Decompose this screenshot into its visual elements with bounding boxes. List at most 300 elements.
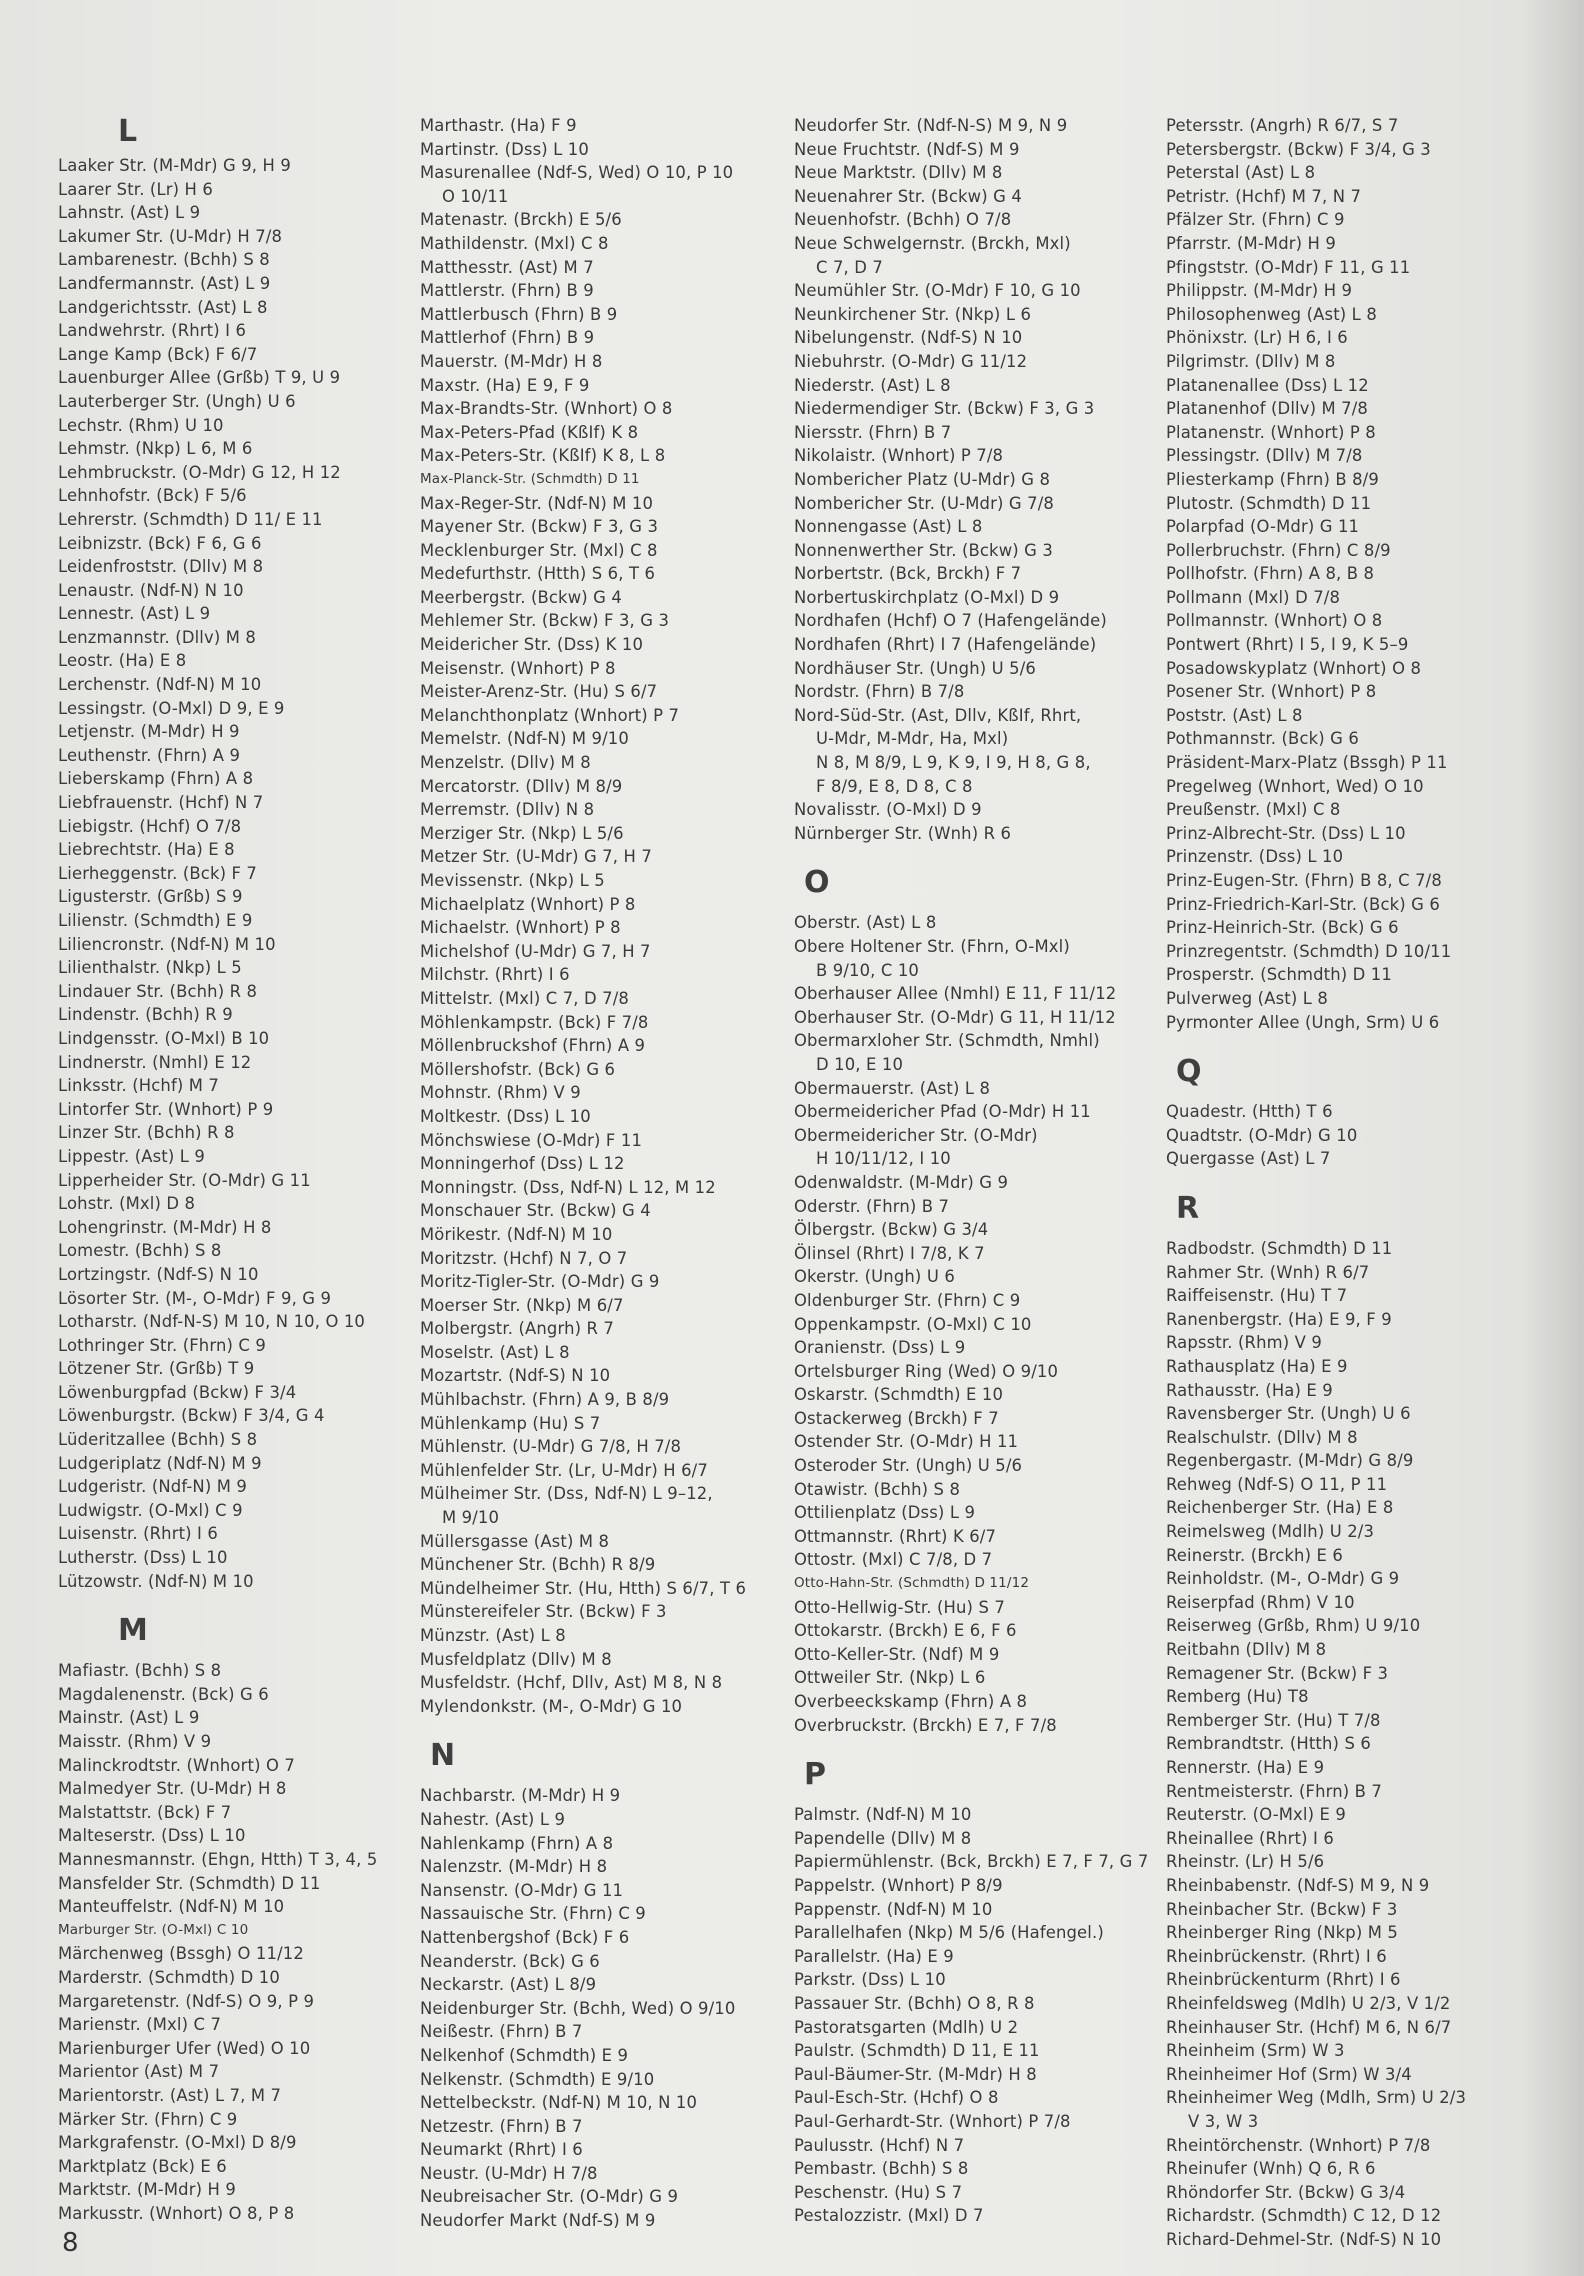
street-entry: Ludwigstr. (O-Mxl) C 9 xyxy=(58,1500,243,1520)
street-entry: Neuenahrer Str. (Bckw) G 4 xyxy=(794,186,1022,206)
street-entry: Ludgeriplatz (Ndf-N) M 9 xyxy=(58,1453,262,1473)
street-entry: Lahnstr. (Ast) L 9 xyxy=(58,203,201,223)
street-entry: Moltkestr. (Dss) L 10 xyxy=(420,1106,591,1126)
street-entry: Liebfrauenstr. (Hchf) N 7 xyxy=(58,793,264,813)
street-entry: Obermeidericher Pfad (O-Mdr) H 11 xyxy=(794,1102,1091,1122)
street-entry: Pliesterkamp (Fhrn) B 8/9 xyxy=(1166,469,1379,489)
street-entry: Lohstr. (Mxl) D 8 xyxy=(58,1194,196,1214)
street-entry: Mayener Str. (Bckw) F 3, G 3 xyxy=(420,517,659,537)
street-entry: Pollerbruchstr. (Fhrn) C 8/9 xyxy=(1166,540,1391,560)
street-entry: Landfermannstr. (Ast) L 9 xyxy=(58,273,271,293)
street-entry: Oberstr. (Ast) L 8 xyxy=(794,913,937,933)
street-entry-continuation: O 10/11 xyxy=(442,186,509,206)
street-entry: Münstereifeler Str. (Bckw) F 3 xyxy=(420,1602,667,1622)
street-entry: Pestalozzistr. (Mxl) D 7 xyxy=(794,2206,984,2226)
street-entry: Remberger Str. (Hu) T 7/8 xyxy=(1166,1710,1381,1730)
street-entry: Philosophenweg (Ast) L 8 xyxy=(1166,304,1377,324)
street-entry: Marienstr. (Mxl) C 7 xyxy=(58,2015,222,2035)
street-entry: Paul-Gerhardt-Str. (Wnhort) P 7/8 xyxy=(794,2111,1071,2131)
street-entry: Ölbergstr. (Bckw) G 3/4 xyxy=(794,1220,989,1240)
street-entry: Mehlemer Str. (Bckw) F 3, G 3 xyxy=(420,611,670,631)
street-entry: Neue Schwelgernstr. (Brckh, Mxl) xyxy=(794,233,1071,253)
street-entry: Reiserpfad (Rhm) V 10 xyxy=(1166,1592,1355,1612)
street-entry: Rheinhauser Str. (Hchf) M 6, N 6/7 xyxy=(1166,2017,1452,2037)
street-entry: Mühlbachstr. (Fhrn) A 9, B 8/9 xyxy=(420,1390,670,1410)
street-entry: Quadtstr. (O-Mdr) G 10 xyxy=(1166,1125,1358,1145)
street-entry: Marktstr. (M-Mdr) H 9 xyxy=(58,2180,236,2200)
street-entry: Münchener Str. (Bchh) R 8/9 xyxy=(420,1555,656,1575)
street-entry: Osteroder Str. (Ungh) U 5/6 xyxy=(794,1456,1023,1476)
street-entry: Max-Peters-Pfad (KßIf) K 8 xyxy=(420,422,639,442)
street-entry: Leuthenstr. (Fhrn) A 9 xyxy=(58,745,241,765)
street-entry: Oskarstr. (Schmdth) E 10 xyxy=(794,1385,1004,1405)
street-entry: Nattenbergshof (Bck) F 6 xyxy=(420,1927,630,1947)
street-entry: Lauenburger Allee (Grßb) T 9, U 9 xyxy=(58,368,341,388)
street-entry: Papendelle (Dllv) M 8 xyxy=(794,1828,972,1848)
street-entry: Liebigstr. (Hchf) O 7/8 xyxy=(58,816,242,836)
street-entry: Peschenstr. (Hu) S 7 xyxy=(794,2182,963,2202)
street-entry: Mattlerhof (Fhrn) B 9 xyxy=(420,328,595,348)
street-entry: Lomestr. (Bchh) S 8 xyxy=(58,1241,222,1261)
street-entry: Lotharstr. (Ndf-N-S) M 10, N 10, O 10 xyxy=(58,1312,366,1332)
street-entry: Lohengrinstr. (M-Mdr) H 8 xyxy=(58,1217,272,1237)
street-entry: Niederstr. (Ast) L 8 xyxy=(794,375,951,395)
street-entry: Nord-Süd-Str. (Ast, Dllv, KßIf, Rhrt, xyxy=(794,705,1082,725)
section-letter: L xyxy=(118,114,138,149)
street-entry: Ottweiler Str. (Nkp) L 6 xyxy=(794,1668,986,1688)
street-entry: Mylendonkstr. (M-, O-Mdr) G 10 xyxy=(420,1696,683,1716)
street-entry: Philippstr. (M-Mdr) H 9 xyxy=(1166,281,1353,301)
street-entry: Lenaustr. (Ndf-N) N 10 xyxy=(58,580,244,600)
column-1 xyxy=(58,114,430,2225)
street-entry: Nordstr. (Fhrn) B 7/8 xyxy=(794,682,965,702)
section-letter: N xyxy=(430,1738,456,1774)
street-entry: Maxstr. (Ha) E 9, F 9 xyxy=(420,375,590,395)
street-entry: Neue Fruchtstr. (Ndf-S) M 9 xyxy=(794,139,1020,159)
street-entry: Oranienstr. (Dss) L 9 xyxy=(794,1338,966,1358)
street-entry: Overbeeckskamp (Fhrn) A 8 xyxy=(794,1692,1028,1711)
street-entry: Max-Peters-Str. (KßIf) K 8, L 8 xyxy=(420,446,666,466)
street-entry: Neumarkt (Rhrt) I 6 xyxy=(420,2140,583,2160)
street-entry: Lerchenstr. (Ndf-N) M 10 xyxy=(58,675,262,695)
street-entry: Nansenstr. (O-Mdr) G 11 xyxy=(420,1880,624,1900)
street-entry: Neudorfer Markt (Ndf-S) M 9 xyxy=(420,2211,656,2231)
street-entry: Pollmann (Mxl) D 7/8 xyxy=(1166,587,1341,607)
street-entry: Merremstr. (Dllv) N 8 xyxy=(420,800,595,820)
street-entry: Malteserstr. (Dss) L 10 xyxy=(58,1826,246,1846)
street-entry: Palmstr. (Ndf-N) M 10 xyxy=(794,1805,972,1825)
section-letter: R xyxy=(1176,1190,1200,1226)
street-entry: Monschauer Str. (Bckw) G 4 xyxy=(420,1201,651,1221)
street-entry: Prinzregentstr. (Schmdth) D 10/11 xyxy=(1166,941,1452,961)
street-entry: Moselstr. (Ast) L 8 xyxy=(420,1342,570,1362)
street-entry-continuation: F 8/9, E 8, D 8, C 8 xyxy=(816,776,973,796)
street-entry: Musfeldplatz (Dllv) M 8 xyxy=(420,1649,612,1669)
street-entry: Rathausstr. (Ha) E 9 xyxy=(1166,1380,1333,1400)
street-entry: Meisenstr. (Wnhort) P 8 xyxy=(420,658,616,678)
street-entry: Molbergstr. (Angrh) R 7 xyxy=(420,1319,615,1339)
street-entry: Niedermendiger Str. (Bckw) F 3, G 3 xyxy=(794,399,1095,419)
street-entry: Nordhafen (Hchf) O 7 (Hafengelände) xyxy=(794,611,1107,631)
street-entry: Regenbergastr. (M-Mdr) G 8/9 xyxy=(1166,1451,1414,1471)
street-entry: Liebrechtstr. (Ha) E 8 xyxy=(58,840,235,860)
street-entry: Liliencronstr. (Ndf-N) M 10 xyxy=(58,934,276,954)
street-entry: Lösorter Str. (M-, O-Mdr) F 9, G 9 xyxy=(58,1288,332,1308)
street-entry: Obermauerstr. (Ast) L 8 xyxy=(794,1078,991,1098)
street-entry: Neißestr. (Fhrn) B 7 xyxy=(420,2022,583,2042)
street-entry: Marientorstr. (Ast) L 7, M 7 xyxy=(58,2085,282,2105)
street-entry: Präsident-Marx-Platz (Bssgh) P 11 xyxy=(1166,753,1448,773)
street-entry: Max-Reger-Str. (Ndf-N) M 10 xyxy=(420,493,654,513)
street-entry: Obere Holtener Str. (Fhrn, O-Mxl) xyxy=(794,937,1070,956)
street-entry: Platanenallee (Dss) L 12 xyxy=(1166,375,1369,395)
street-entry: Lechstr. (Rhm) U 10 xyxy=(58,415,224,435)
section-letter: Q xyxy=(1176,1054,1202,1090)
street-entry: Obermarxloher Str. (Schmdth, Nmhl) xyxy=(794,1031,1100,1051)
section-letter: O xyxy=(804,865,830,901)
street-entry: Nonnenwerther Str. (Bckw) G 3 xyxy=(794,540,1053,560)
street-entry: Rheinbrückenturm (Rhrt) I 6 xyxy=(1166,1970,1401,1990)
street-entry: Martinstr. (Dss) L 10 xyxy=(420,139,589,159)
street-entry: Matenastr. (Brckh) E 5/6 xyxy=(420,210,622,230)
street-entry: Lindauer Str. (Bchh) R 8 xyxy=(58,981,258,1001)
street-entry: Otto-Hahn-Str. (Schmdth) D 11/12 xyxy=(794,1575,1030,1592)
street-entry: Rheinheimer Hof (Srm) W 3/4 xyxy=(1166,2064,1412,2084)
street-entry: Paulstr. (Schmdth) D 11, E 11 xyxy=(794,2041,1040,2061)
street-entry: Overbruckstr. (Brckh) E 7, F 7/8 xyxy=(794,1715,1057,1735)
column-2 xyxy=(420,114,792,2233)
street-entry: Münzstr. (Ast) L 8 xyxy=(420,1626,566,1645)
street-entry: Nombericher Platz (U-Mdr) G 8 xyxy=(794,469,1051,489)
street-entry: Pregelweg (Wnhort, Wed) O 10 xyxy=(1166,776,1424,796)
street-entry: Moritz-Tigler-Str. (O-Mdr) G 9 xyxy=(420,1272,660,1292)
street-entry: Lennestr. (Ast) L 9 xyxy=(58,604,211,624)
street-entry: Letjenstr. (M-Mdr) H 9 xyxy=(58,722,240,742)
street-entry: Paul-Esch-Str. (Hchf) O 8 xyxy=(794,2088,999,2108)
street-entry: Lintorfer Str. (Wnhort) P 9 xyxy=(58,1099,274,1119)
street-entry: Lakumer Str. (U-Mdr) H 7/8 xyxy=(58,226,283,246)
section-letter: M xyxy=(118,1613,148,1649)
street-entry: Mönchswiese (O-Mdr) F 11 xyxy=(420,1130,643,1150)
street-entry-continuation: B 9/10, C 10 xyxy=(816,960,919,980)
street-entry: Mathildenstr. (Mxl) C 8 xyxy=(420,233,609,253)
street-entry: Meister-Arenz-Str. (Hu) S 6/7 xyxy=(420,682,658,702)
street-entry: Pothmannstr. (Bck) G 6 xyxy=(1166,729,1359,749)
street-entry: Prinz-Albrecht-Str. (Dss) L 10 xyxy=(1166,823,1406,843)
street-entry: Margaretenstr. (Ndf-S) O 9, P 9 xyxy=(58,1991,315,2011)
street-entry: Oberhauser Str. (O-Mdr) G 11, H 11/12 xyxy=(794,1007,1116,1027)
street-entry: Landwehrstr. (Rhrt) I 6 xyxy=(58,321,247,341)
street-entry: Lützowstr. (Ndf-N) M 10 xyxy=(58,1571,254,1591)
street-entry: Ravensberger Str. (Ungh) U 6 xyxy=(1166,1404,1411,1424)
street-entry: Nikolaistr. (Wnhort) P 7/8 xyxy=(794,446,1004,466)
street-entry: Pontwert (Rhrt) I 5, I 9, K 5–9 xyxy=(1166,635,1409,655)
street-entry: Michaelplatz (Wnhort) P 8 xyxy=(420,894,636,914)
street-entry: Ostender Str. (O-Mdr) H 11 xyxy=(794,1432,1019,1452)
street-entry: Mainstr. (Ast) L 9 xyxy=(58,1708,200,1728)
street-entry: Nombericher Str. (U-Mdr) G 7/8 xyxy=(794,493,1054,513)
street-entry: Nonnengasse (Ast) L 8 xyxy=(794,517,983,537)
street-entry-continuation: U-Mdr, M-Mdr, Ha, Mxl) xyxy=(816,729,1009,749)
street-entry: Oppenkampstr. (O-Mxl) C 10 xyxy=(794,1314,1032,1334)
column-4 xyxy=(1166,114,1538,2251)
street-entry: Rheinbacher Str. (Bckw) F 3 xyxy=(1166,1899,1398,1919)
street-entry: Mühlenstr. (U-Mdr) G 7/8, H 7/8 xyxy=(420,1437,682,1457)
street-entry: Ölinsel (Rhrt) I 7/8, K 7 xyxy=(794,1243,985,1263)
street-entry: Nordhäuser Str. (Ungh) U 5/6 xyxy=(794,658,1036,678)
street-entry: Lutherstr. (Dss) L 10 xyxy=(58,1548,228,1568)
street-entry: Mauerstr. (M-Mdr) H 8 xyxy=(420,351,603,371)
street-entry: Mafiastr. (Bchh) S 8 xyxy=(58,1661,222,1681)
street-entry: Radbodstr. (Schmdth) D 11 xyxy=(1166,1238,1393,1258)
street-entry: Laaker Str. (M-Mdr) G 9, H 9 xyxy=(58,156,291,175)
street-entry: Milchstr. (Rhrt) I 6 xyxy=(420,965,570,985)
street-entry: Reinholdstr. (M-, O-Mdr) G 9 xyxy=(1166,1569,1400,1589)
street-entry: Paul-Bäumer-Str. (M-Mdr) H 8 xyxy=(794,2064,1037,2084)
street-entry: Matthesstr. (Ast) M 7 xyxy=(420,257,594,277)
street-entry: Polarpfad (O-Mdr) G 11 xyxy=(1166,517,1360,537)
street-entry: Pastoratsgarten (Mdlh) U 2 xyxy=(794,2017,1019,2037)
street-entry: Platanenhof (Dllv) M 7/8 xyxy=(1166,399,1368,419)
street-entry: Möllershofstr. (Bck) G 6 xyxy=(420,1059,616,1079)
street-entry: Nelkenhof (Schmdth) E 9 xyxy=(420,2045,629,2065)
street-entry-continuation: V 3, W 3 xyxy=(1188,2111,1259,2131)
street-entry: Rehweg (Ndf-S) O 11, P 11 xyxy=(1166,1474,1388,1494)
street-entry: Preußenstr. (Mxl) C 8 xyxy=(1166,800,1341,820)
street-entry: Reinerstr. (Brckh) E 6 xyxy=(1166,1545,1343,1565)
street-entry: Lippestr. (Ast) L 9 xyxy=(58,1146,205,1166)
street-entry: Landgerichtsstr. (Ast) L 8 xyxy=(58,297,268,317)
street-entry: Otawistr. (Bchh) S 8 xyxy=(794,1479,961,1499)
street-entry: Neanderstr. (Bck) G 6 xyxy=(420,1951,600,1971)
street-entry: Papiermühlenstr. (Bck, Brckh) E 7, F 7, G 7 xyxy=(794,1852,1149,1872)
street-entry: Max-Brandts-Str. (Wnhort) O 8 xyxy=(420,399,673,419)
street-entry: Mecklenburger Str. (Mxl) C 8 xyxy=(420,540,658,560)
street-entry: Rheinstr. (Lr) H 5/6 xyxy=(1166,1852,1325,1872)
street-entry: Raiffeisenstr. (Hu) T 7 xyxy=(1166,1286,1348,1306)
street-entry: Petersstr. (Angrh) R 6/7, S 7 xyxy=(1166,116,1399,135)
street-entry: Malinckrodtstr. (Wnhort) O 7 xyxy=(58,1755,295,1775)
street-entry: Reiserweg (Grßb, Rhm) U 9/10 xyxy=(1166,1616,1421,1636)
street-entry: Nürnberger Str. (Wnh) R 6 xyxy=(794,823,1012,843)
street-entry: Michelshof (U-Mdr) G 7, H 7 xyxy=(420,941,651,961)
street-entry: Lessingstr. (O-Mxl) D 9, E 9 xyxy=(58,698,285,718)
street-entry: Nelkenstr. (Schmdth) E 9/10 xyxy=(420,2069,655,2089)
street-entry: Möllenbruckshof (Fhrn) A 9 xyxy=(420,1036,646,1056)
street-entry: Plutostr. (Schmdth) D 11 xyxy=(1166,493,1372,513)
street-entry: Müllersgasse (Ast) M 8 xyxy=(420,1531,610,1551)
street-entry: Posener Str. (Wnhort) P 8 xyxy=(1166,682,1377,702)
street-entry: Remagener Str. (Bckw) F 3 xyxy=(1166,1663,1389,1683)
street-entry: Meerbergstr. (Bckw) G 4 xyxy=(420,587,622,607)
street-entry: Prinzenstr. (Dss) L 10 xyxy=(1166,847,1344,867)
street-entry: Lieberskamp (Fhrn) A 8 xyxy=(58,769,254,789)
street-entry: Neue Marktstr. (Dllv) M 8 xyxy=(794,163,1003,183)
street-entry: Nassauische Str. (Fhrn) C 9 xyxy=(420,1904,646,1924)
street-entry: Pilgrimstr. (Dllv) M 8 xyxy=(1166,351,1336,371)
street-entry: Pfarrstr. (M-Mdr) H 9 xyxy=(1166,233,1336,253)
street-entry: Obermeidericher Str. (O-Mdr) xyxy=(794,1125,1038,1145)
street-entry: Nahlenkamp (Fhrn) A 8 xyxy=(420,1833,614,1853)
street-entry: Realschulstr. (Dllv) M 8 xyxy=(1166,1427,1358,1447)
street-entry: Michaelstr. (Wnhort) P 8 xyxy=(420,918,621,938)
street-entry: Parkstr. (Dss) L 10 xyxy=(794,1970,946,1990)
street-entry: Reichenberger Str. (Ha) E 8 xyxy=(1166,1498,1394,1518)
street-entry: Menzelstr. (Dllv) M 8 xyxy=(420,753,591,773)
street-entry: Moerser Str. (Nkp) M 6/7 xyxy=(420,1295,624,1315)
street-entry: Nalenzstr. (M-Mdr) H 8 xyxy=(420,1857,608,1877)
street-entry: Musfeldstr. (Hchf, Dllv, Ast) M 8, N 8 xyxy=(420,1673,723,1693)
street-entry: Neckarstr. (Ast) L 8/9 xyxy=(420,1975,597,1995)
street-entry: Lehmstr. (Nkp) L 6, M 6 xyxy=(58,439,253,459)
street-entry: Richard-Dehmel-Str. (Ndf-S) N 10 xyxy=(1166,2229,1442,2249)
street-entry: Lehnhofstr. (Bck) F 5/6 xyxy=(58,486,247,506)
street-entry: Ligusterstr. (Grßb) S 9 xyxy=(58,887,243,907)
street-entry: Mattlerstr. (Fhrn) B 9 xyxy=(420,281,594,301)
street-entry: Okerstr. (Ungh) U 6 xyxy=(794,1267,955,1287)
street-entry: Ottmannstr. (Rhrt) K 6/7 xyxy=(794,1526,997,1546)
street-entry: Rheinbrückenstr. (Rhrt) I 6 xyxy=(1166,1946,1387,1966)
street-entry: Paulusstr. (Hchf) N 7 xyxy=(794,2135,965,2155)
street-entry: Lötzener Str. (Grßb) T 9 xyxy=(58,1359,255,1379)
street-entry: Marientor (Ast) M 7 xyxy=(58,2062,220,2082)
street-entry: Lierheggenstr. (Bck) F 7 xyxy=(58,863,258,883)
street-entry: Parallelstr. (Ha) E 9 xyxy=(794,1946,954,1966)
street-entry-continuation: C 7, D 7 xyxy=(816,257,883,277)
street-entry: Mühlenfelder Str. (Lr, U-Mdr) H 6/7 xyxy=(420,1460,708,1480)
street-entry: Lindenstr. (Bchh) R 9 xyxy=(58,1005,233,1025)
street-entry: Rheinfeldsweg (Mdlh) U 2/3, V 1/2 xyxy=(1166,1993,1451,2013)
street-entry: Mevissenstr. (Nkp) L 5 xyxy=(420,871,605,890)
street-entry: Rheinheim (Srm) W 3 xyxy=(1166,2041,1345,2061)
street-entry: Niebuhrstr. (O-Mdr) G 11/12 xyxy=(794,351,1028,371)
street-entry: Nibelungenstr. (Ndf-S) N 10 xyxy=(794,328,1023,348)
street-entry: Löwenburgstr. (Bckw) F 3/4, G 4 xyxy=(58,1406,325,1426)
street-entry: Nahestr. (Ast) L 9 xyxy=(420,1809,566,1829)
street-entry: Otto-Hellwig-Str. (Hu) S 7 xyxy=(794,1597,1005,1617)
street-entry: Oldenburger Str. (Fhrn) C 9 xyxy=(794,1290,1021,1310)
street-entry: Monningstr. (Dss, Ndf-N) L 12, M 12 xyxy=(420,1177,716,1197)
street-entry: Lüderitzallee (Bchh) S 8 xyxy=(58,1430,258,1450)
street-entry-continuation: N 8, M 8/9, L 9, K 9, I 9, H 8, G 8, xyxy=(816,753,1091,773)
street-entry: Merziger Str. (Nkp) L 5/6 xyxy=(420,823,624,843)
street-entry: Rennerstr. (Ha) E 9 xyxy=(1166,1758,1325,1777)
street-entry: Mülheimer Str. (Dss, Ndf-N) L 9–12, xyxy=(420,1484,713,1504)
street-entry: Mohnstr. (Rhm) V 9 xyxy=(420,1083,581,1103)
street-entry: Pollhofstr. (Fhrn) A 8, B 8 xyxy=(1166,564,1375,584)
street-entry: Reimelsweg (Mdlh) U 2/3 xyxy=(1166,1522,1375,1542)
street-entry: Mühlenkamp (Hu) S 7 xyxy=(420,1413,601,1433)
street-entry: Malstattstr. (Bck) F 7 xyxy=(58,1802,232,1822)
street-entry: Rheinberger Ring (Nkp) M 5 xyxy=(1166,1923,1398,1943)
street-entry: Neuenhofstr. (Bchh) O 7/8 xyxy=(794,210,1012,230)
street-entry: Netzestr. (Fhrn) B 7 xyxy=(420,2116,583,2136)
street-entry: Prosperstr. (Schmdth) D 11 xyxy=(1166,965,1392,985)
street-entry: Pfingststr. (O-Mdr) F 11, G 11 xyxy=(1166,257,1411,277)
street-entry: Leidenfroststr. (Dllv) M 8 xyxy=(58,557,264,577)
street-entry: Lilienstr. (Schmdth) E 9 xyxy=(58,911,253,930)
street-entry: Leostr. (Ha) E 8 xyxy=(58,651,187,671)
street-entry: Melanchthonplatz (Wnhort) P 7 xyxy=(420,705,680,725)
street-entry: Monningerhof (Dss) L 12 xyxy=(420,1154,625,1174)
street-entry: Ottokarstr. (Brckh) E 6, F 6 xyxy=(794,1621,1017,1641)
street-entry: Masurenallee (Ndf-S, Wed) O 10, P 10 xyxy=(420,163,734,183)
street-entry: Lehmbruckstr. (O-Mdr) G 12, H 12 xyxy=(58,462,341,482)
street-entry: Lenzmannstr. (Dllv) M 8 xyxy=(58,627,256,647)
street-entry: Löwenburgpfad (Bckw) F 3/4 xyxy=(58,1382,297,1402)
street-entry: Niersstr. (Fhrn) B 7 xyxy=(794,422,952,442)
street-entry: Remberg (Hu) T8 xyxy=(1166,1687,1309,1707)
street-entry: Mörikestr. (Ndf-N) M 10 xyxy=(420,1224,613,1244)
street-entry: Marthastr. (Ha) F 9 xyxy=(420,116,577,135)
section-letter: P xyxy=(804,1757,826,1793)
street-entry: Reuterstr. (O-Mxl) E 9 xyxy=(1166,1805,1346,1825)
street-entry: Nachbarstr. (M-Mdr) H 9 xyxy=(420,1786,621,1806)
street-entry: Marburger Str. (O-Mxl) C 10 xyxy=(58,1921,249,1938)
street-entry: Marktplatz (Bck) E 6 xyxy=(58,2156,227,2176)
street-entry: Oderstr. (Fhrn) B 7 xyxy=(794,1196,950,1216)
street-entry: Rahmer Str. (Wnh) R 6/7 xyxy=(1166,1262,1370,1282)
street-entry-continuation: H 10/11/12, I 10 xyxy=(816,1149,951,1169)
street-entry: Lehrerstr. (Schmdth) D 11/ E 11 xyxy=(58,509,323,529)
street-entry: Prinz-Heinrich-Str. (Bck) G 6 xyxy=(1166,918,1399,938)
street-entry: Novalisstr. (O-Mxl) D 9 xyxy=(794,800,982,820)
street-entry: Norbertuskirchplatz (O-Mxl) D 9 xyxy=(794,587,1060,607)
street-entry: Mittelstr. (Mxl) C 7, D 7/8 xyxy=(420,988,629,1008)
street-entry: Passauer Str. (Bchh) O 8, R 8 xyxy=(794,1993,1035,2013)
street-entry: Lortzingstr. (Ndf-S) N 10 xyxy=(58,1264,259,1284)
street-entry: Peterstal (Ast) L 8 xyxy=(1166,163,1316,183)
street-entry: Rheinheimer Weg (Mdlh, Srm) U 2/3 xyxy=(1166,2088,1467,2108)
street-entry: Max-Planck-Str. (Schmdth) D 11 xyxy=(420,470,640,487)
street-entry: Platanenstr. (Wnhort) P 8 xyxy=(1166,422,1376,442)
street-entry: Meidericher Str. (Dss) K 10 xyxy=(420,635,644,655)
street-entry: Lange Kamp (Bck) F 6/7 xyxy=(58,344,258,364)
street-entry: Ortelsburger Ring (Wed) O 9/10 xyxy=(794,1361,1059,1381)
street-entry: Pfälzer Str. (Fhrn) C 9 xyxy=(1166,210,1345,230)
street-entry: Memelstr. (Ndf-N) M 9/10 xyxy=(420,729,629,749)
street-entry: Neidenburger Str. (Bchh, Wed) O 9/10 xyxy=(420,1998,736,2018)
street-entry: Laarer Str. (Lr) H 6 xyxy=(58,179,213,199)
street-entry: Lambarenestr. (Bchh) S 8 xyxy=(58,250,270,270)
street-entry: Phönixstr. (Lr) H 6, I 6 xyxy=(1166,328,1348,348)
street-entry: Norbertstr. (Bck, Brckh) F 7 xyxy=(794,564,1022,584)
street-entry: Pollmannstr. (Wnhort) O 8 xyxy=(1166,611,1383,631)
street-entry: Neumühler Str. (O-Mdr) F 10, G 10 xyxy=(794,281,1081,301)
street-entry: Ostackerweg (Brckh) F 7 xyxy=(794,1408,999,1428)
street-entry: Magdalenenstr. (Bck) G 6 xyxy=(58,1684,269,1704)
column-3 xyxy=(794,114,1166,2228)
street-entry: Prinz-Friedrich-Karl-Str. (Bck) G 6 xyxy=(1166,894,1440,914)
street-entry: Lilienthalstr. (Nkp) L 5 xyxy=(58,958,242,978)
street-entry-continuation: D 10, E 10 xyxy=(816,1054,904,1074)
street-entry: Rheintörchenstr. (Wnhort) P 7/8 xyxy=(1166,2135,1431,2155)
street-entry: Möhlenkampstr. (Bck) F 7/8 xyxy=(420,1012,649,1032)
street-entry: Neunkirchener Str. (Nkp) L 6 xyxy=(794,304,1032,324)
street-entry: Linksstr. (Hchf) M 7 xyxy=(58,1076,219,1096)
street-entry: Neubreisacher Str. (O-Mdr) G 9 xyxy=(420,2187,679,2207)
street-entry: Nettelbeckstr. (Ndf-N) M 10, N 10 xyxy=(420,2093,698,2113)
street-entry: Linzer Str. (Bchh) R 8 xyxy=(58,1123,235,1143)
street-entry: Pappenstr. (Ndf-N) M 10 xyxy=(794,1899,993,1919)
street-entry: Märchenweg (Bssgh) O 11/12 xyxy=(58,1944,304,1964)
street-entry: Lipperheider Str. (O-Mdr) G 11 xyxy=(58,1170,311,1190)
street-entry: Marderstr. (Schmdth) D 10 xyxy=(58,1967,280,1987)
street-entry: Rhöndorfer Str. (Bckw) G 3/4 xyxy=(1166,2182,1406,2202)
street-entry: Pyrmonter Allee (Ungh, Srm) U 6 xyxy=(1166,1012,1440,1032)
street-entry-continuation: M 9/10 xyxy=(442,1508,500,1528)
street-entry: Moritzstr. (Hchf) N 7, O 7 xyxy=(420,1248,628,1268)
